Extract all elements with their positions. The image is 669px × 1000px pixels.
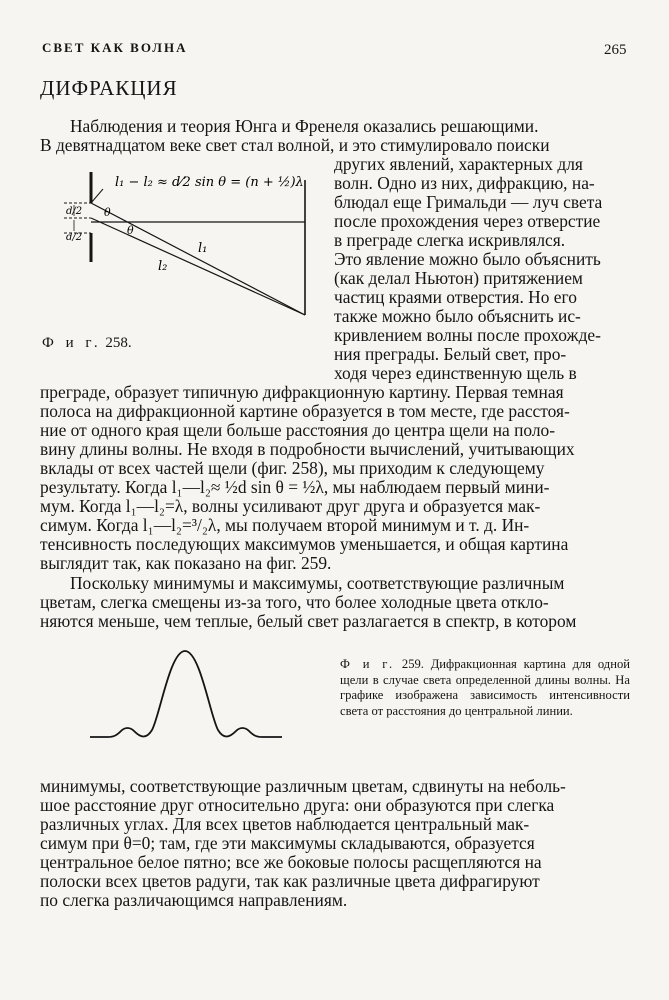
text-line: тенсивность последующих максимумов уменьшается, и общая картина (40, 534, 569, 554)
text-line: мум. Когда l₁—l₂=λ, волны усиливают друг друга и образуется мак- (40, 496, 541, 516)
text-line: преграде, образует типичную дифракционную картину. Первая темная (40, 382, 564, 402)
section-title: ДИФРАКЦИЯ (40, 76, 178, 100)
text-line: частиц краями отверстия. Но его (334, 287, 577, 307)
text-line: после прохождения через отверстие (334, 211, 601, 231)
text-line: блюдал еще Гримальди — луч света (334, 192, 603, 212)
text-line: также можно было объяснить ис- (334, 306, 581, 326)
theta-label-1: θ (104, 206, 111, 219)
text-line: симум. Когда l₁—l₂=³/₂λ, мы получаем второй минимум и т. д. Ин- (40, 515, 530, 535)
theta-label-2: θ (127, 224, 134, 237)
text-line: няются меньше, чем теплые, белый свет разлагается в спектр, в котором (40, 611, 577, 631)
text-line: центральное белое пятно; все же боковые полосы расщепляются на (40, 852, 542, 872)
figure-259-intensity-plot (90, 645, 295, 765)
figure-259-caption (340, 657, 630, 719)
text-line: Поскольку минимумы и максимумы, соответствующие различным (70, 573, 565, 593)
figure-258-number: 258. (105, 335, 132, 351)
formula-label: l₁ − l₂ ≈ d⁄2 sin θ = (n + ½)λ (115, 175, 304, 190)
l1-label: l₁ (198, 241, 208, 256)
figure-258-diagram (30, 160, 330, 335)
half-d-label-bottom: d/2 (66, 232, 83, 243)
text-line: кривлением волны после прохожде- (334, 325, 601, 345)
text-line: выглядит так, как показано на фиг. 259. (40, 553, 332, 573)
text-line: ние от одного края щели больше расстояния до центра щели на поло- (40, 420, 556, 440)
text-line: ния преграды. Белый свет, про- (334, 344, 567, 364)
text-line: полоса на дифракционной картине образуется в том месте, где расстоя- (40, 401, 570, 421)
text-line: симум при θ=0; там, где эти максимумы складываются, образуется (40, 833, 535, 853)
text-line: в преграде слегка искривлялся. (334, 230, 566, 250)
figure-258-label (42, 335, 132, 352)
text-line: других явлений, характерных для (334, 154, 583, 174)
ray-l1 (91, 218, 305, 315)
text-line: цветам, слегка смещены из-за того, что более холодные цвета откло- (40, 592, 549, 612)
ray-l2 (91, 203, 305, 315)
text-line: В девятнадцатом веке свет стал волной, и это стимулировало поиски (40, 135, 550, 155)
figure-259-prefix: Ф и г. (340, 657, 396, 671)
page-number: 265 (604, 42, 627, 58)
l2-label: l₂ (158, 259, 168, 274)
running-head: СВЕТ КАК ВОЛНА (42, 40, 188, 55)
text-line: волн. Одно из них, дифракцию, на- (334, 173, 595, 193)
text-line: результату. Когда l₁—l₂≈ ½d sin θ = ½λ, мы наблюдаем первый мини- (40, 477, 550, 497)
text-line: Это явление можно было объяснить (334, 249, 601, 269)
formula-pointer (91, 189, 103, 203)
intensity-curve (90, 651, 282, 737)
text-line: полоски всех цветов радуги, так как различные цвета дифрагируют (40, 871, 540, 891)
text-line: вину длины волны. Не входя в подробности вычислений, учитывающих (40, 439, 575, 459)
text-line: по слегка различающимся направлениям. (40, 890, 348, 910)
text-line: (как делал Ньютон) притяжением (334, 268, 583, 288)
text-line: минимумы, соответствующие различным цветам, сдвинуты на неболь- (40, 776, 566, 796)
text-line: вклады от всех частей щели (фиг. 258), мы приходим к следующему (40, 458, 545, 478)
text-line: различных углах. Для всех цветов наблюдается центральный мак- (40, 814, 530, 834)
half-d-label-top: d/2 (66, 206, 83, 217)
text-line: Наблюдения и теория Юнга и Френеля оказались решающими. (70, 116, 539, 136)
text-line: ходя через единственную щель в (334, 363, 577, 383)
figure-258-prefix: Ф и г. (42, 335, 102, 351)
text-line: шое расстояние друг относительно друга: они образуются при слегка (40, 795, 555, 815)
figure-259-caption-text: 259. Дифракционная картина для одной щели в случае света определенной длины волны. На графике изображена зависимость интенсивности света от расстояния до центральной линии. (340, 657, 630, 718)
